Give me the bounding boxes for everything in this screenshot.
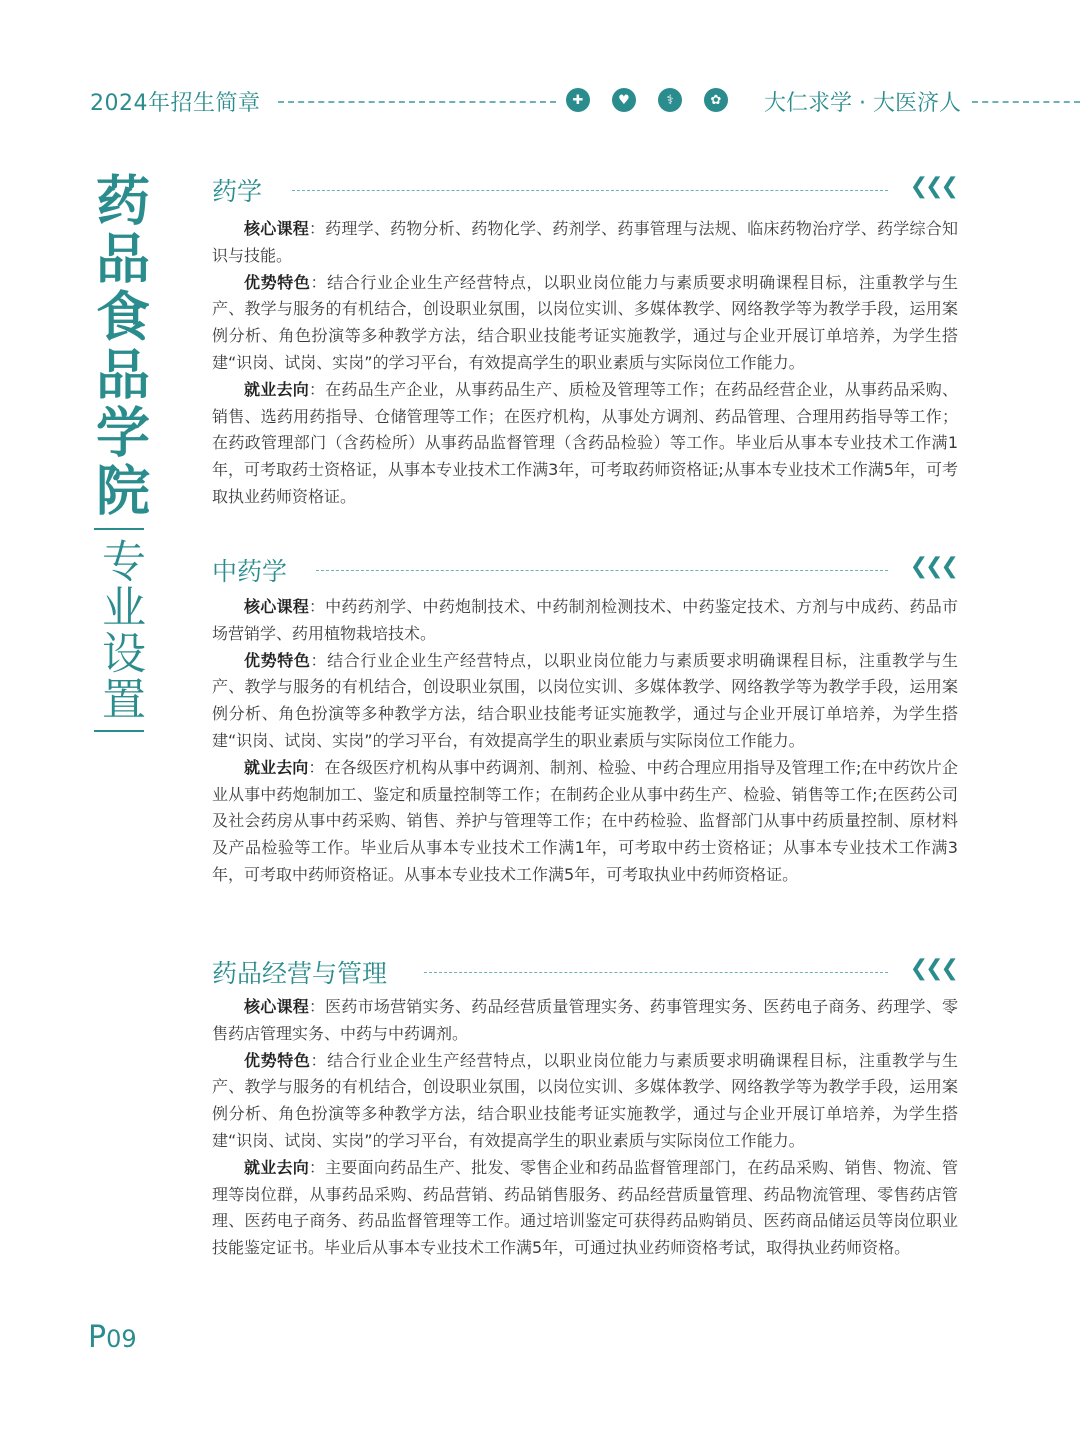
- section-heading: [212, 954, 958, 994]
- major-title: 药品经营与管理: [212, 959, 388, 988]
- major-title: 中药学: [212, 557, 288, 586]
- core-courses: [212, 216, 958, 270]
- para-text: ：主要面向药品生产、批发、零售企业和药品监督管理部门，在药品采购、销售、物流、管理等岗位群，从事药品采购、药品营销、药品销售服务、药品经营质量管理、药品物流管理、零售药店管理、医药电子商务、药品监督管理等工作。通过培训鉴定可获得药品购销员、医药商品储运员等岗位职业技能鉴定证书。毕业后从事本专业技术工作满5年，可通过执业药师资格考试，取得执业药师资格。: [212, 1157, 958, 1258]
- advantages: [212, 1048, 958, 1155]
- para-label: 优势特色: [244, 650, 311, 670]
- heading-divider: [424, 972, 888, 973]
- core-courses: [212, 594, 958, 648]
- major-section-tcm-pharmacy: [212, 552, 958, 889]
- para-label: 核心课程: [244, 219, 309, 238]
- career-paths: [212, 377, 958, 511]
- para-label: 优势特色: [244, 1050, 311, 1070]
- page-prefix: P: [88, 1320, 107, 1355]
- header-divider-left: [278, 101, 556, 103]
- para-label: 优势特色: [244, 272, 311, 292]
- side-column: [86, 172, 152, 740]
- para-text: ：药理学、药物分析、药物化学、药剂学、药事管理与法规、临床药物治疗学、药学综合知识与技能。: [212, 219, 958, 265]
- para-label: 就业去向: [244, 1157, 309, 1177]
- major-section-drug-management: [212, 954, 958, 1262]
- page-header: [0, 82, 1080, 122]
- para-text: ：结合行业企业生产经营特点，以职业岗位能力与素质要求明确课程目标，注重教学与生产、教学与服务的有机结合，创设职业氛围，以岗位实训、多媒体教学、网络教学等为教学手段，运用案例分析、角色扮演等多种教学方法，结合职业技能考证实施教学，通过与企业开展订单培养，为学生搭建“识岗、试岗、实岗”的学习平台，有效提高学生的职业素质与实际岗位工作能力。: [212, 272, 958, 372]
- header-motto: 大仁求学 · 大医济人: [764, 91, 961, 116]
- para-text: ：中药药剂学、中药炮制技术、中药制剂检测技术、中药鉴定技术、方剂与中成药、药品市场营销学、药用植物栽培技术。: [212, 597, 958, 643]
- major-title: 药学: [212, 177, 263, 206]
- heading-divider: [316, 570, 888, 571]
- pill-icon: ✿: [704, 88, 728, 112]
- para-text: ：结合行业企业生产经营特点，以职业岗位能力与素质要求明确课程目标，注重教学与生产、教学与服务的有机结合，创设职业氛围，以岗位实训、多媒体教学、网络教学等为教学手段，运用案例分析、角色扮演等多种教学方法，结合职业技能考证实施教学，通过与企业开展订单培养，为学生搭建“识岗、试岗、实岗”的学习平台，有效提高学生的职业素质与实际岗位工作能力。: [212, 1050, 958, 1150]
- page-number: [88, 1320, 137, 1355]
- college-name: 药品食品学院: [87, 172, 152, 520]
- heartbeat-icon: ♥: [612, 88, 636, 112]
- para-label: 核心课程: [244, 997, 309, 1016]
- para-text: ：医药市场营销实务、药品经营质量管理实务、药事管理实务、医药电子商务、药理学、零售药店管理实务、中药与中药调剂。: [212, 997, 958, 1043]
- side-divider-bottom: [94, 730, 144, 732]
- section-heading: [212, 552, 958, 592]
- side-divider-top: [94, 528, 144, 530]
- core-courses: [212, 994, 958, 1048]
- para-label: 核心课程: [244, 597, 309, 616]
- section-heading: [212, 172, 958, 212]
- brochure-title: 2024年招生简章: [90, 91, 261, 116]
- heading-divider: [292, 190, 888, 191]
- para-text: ：在各级医疗机构从事中药调剂、制剂、检验、中药合理应用指导及管理工作;在中药饮片企业从事中药炮制加工、鉴定和质量控制等工作；在制药企业从事中药生产、检验、销售等工作;在医药公司及社会药房从事中药采购、销售、养护与管理等工作；在中药检验、监督部门从事中药质量控制、原材料及产品检验等工作。毕业后从事本专业技术工作满1年，可考取中药士资格证；从事本专业技术工作满3年，可考取中药师资格证。从事本专业技术工作满5年，可考取执业中药师资格证。: [212, 757, 958, 884]
- career-paths: [212, 755, 958, 889]
- chevron-left-icon: ❮❮❮: [909, 174, 956, 199]
- career-paths: [212, 1155, 958, 1262]
- medical-icon: ✚: [566, 88, 590, 112]
- para-label: 就业去向: [244, 757, 309, 777]
- para-text: ：结合行业企业生产经营特点，以职业岗位能力与素质要求明确课程目标，注重教学与生产、教学与服务的有机结合，创设职业氛围，以岗位实训、多媒体教学、网络教学等为教学手段，运用案例分析、角色扮演等多种教学方法，结合职业技能考证实施教学，通过与企业开展订单培养，为学生搭建“识岗、试岗、实岗”的学习平台，有效提高学生的职业素质与实际岗位工作能力。: [212, 650, 958, 750]
- header-icon-group: [566, 88, 728, 114]
- chevron-left-icon: ❮❮❮: [909, 554, 956, 579]
- section-name: 专业设置: [94, 538, 145, 722]
- advantages: [212, 648, 958, 755]
- major-section-pharmacy: [212, 172, 958, 511]
- advantages: [212, 270, 958, 377]
- header-divider-right: [972, 101, 1080, 103]
- page-digits: 09: [106, 1325, 137, 1353]
- stethoscope-icon: ⚕: [658, 88, 682, 112]
- chevron-left-icon: ❮❮❮: [909, 956, 956, 981]
- para-label: 就业去向: [244, 379, 309, 399]
- para-text: ：在药品生产企业，从事药品生产、质检及管理等工作；在药品经营企业，从事药品采购、销售、选药用药指导、仓储管理等工作；在医疗机构，从事处方调剂、药品管理、合理用药指导等工作；在药政管理部门（含药检所）从事药品监督管理（含药品检验）等工作。毕业后从事本专业技术工作满1年，可考取药士资格证，从事本专业技术工作满3年，可考取药师资格证;从事本专业技术工作满5年，可考取执业药师资格证。: [212, 379, 958, 506]
